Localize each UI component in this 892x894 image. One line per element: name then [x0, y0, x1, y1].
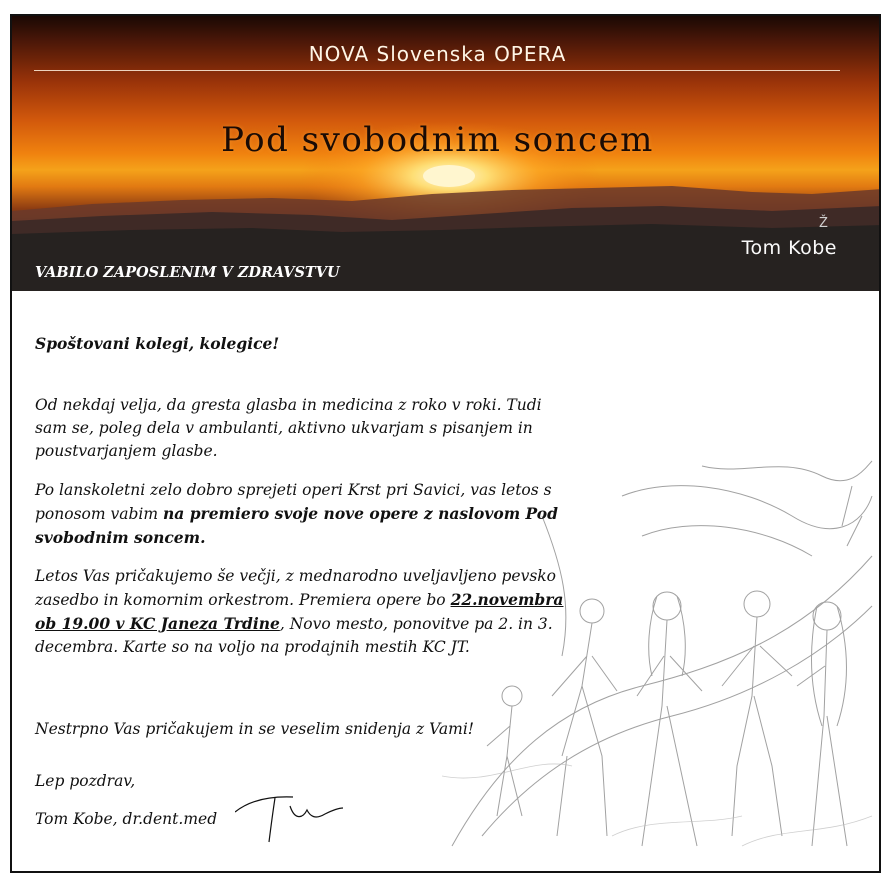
paragraph-closing: Nestrpno Vas pričakujem in se veselim snidenja z Vami! — [35, 720, 475, 738]
invitation-lead: Po lanskoletni zelo dobro sprejeti operi Krst pri Savici, vas letos s ponosom vabim — [35, 481, 552, 523]
premiere-tail: , Novo mesto, ponovitve pa 2. in 3. decembra. Karte so na voljo na prodajnih mestih KC JT. — [35, 615, 553, 656]
greeting: Spoštovani kolegi, kolegice! — [35, 334, 280, 353]
author-mark: Ž — [819, 216, 828, 231]
author-name: Tom Kobe — [741, 237, 837, 259]
opera-title: Pod svobodnim soncem — [221, 120, 654, 160]
header-rule — [34, 70, 840, 71]
invitation-subtitle: VABILO ZAPOSLENIM V ZDRAVSTVU — [35, 264, 340, 281]
signoff-line: Tom Kobe, dr.dent.med — [35, 810, 218, 828]
company-name: NOVA Slovenska OPERA — [308, 42, 567, 66]
paragraph-invitation — [35, 479, 565, 550]
paragraph-premiere — [35, 565, 565, 659]
letter-frame — [10, 14, 881, 873]
handwritten-signature — [235, 786, 345, 846]
premiere-lead: Letos Vas pričakujemo še večji, z mednarodno uveljavljeno pevsko zasedbo in komornim orkestrom. Premiera opere bo — [35, 567, 556, 609]
paragraph-intro: Od nekdaj velja, da gresta glasba in medicina z roko v roki. Tudi sam se, poleg dela v ambulanti, aktivno ukvarjam s pisanjem in poustvarjanjem glasbe. — [35, 396, 542, 460]
invitation-highlight: na premiero svoje nove opere z naslovom Pod svobodnim soncem. — [35, 504, 558, 547]
premiere-date: 22.novembra ob 19.00 v KC Janeza Trdine — [35, 590, 564, 633]
header-banner — [12, 16, 879, 291]
closing-line: Lep pozdrav, — [35, 772, 136, 790]
sun — [423, 165, 475, 187]
